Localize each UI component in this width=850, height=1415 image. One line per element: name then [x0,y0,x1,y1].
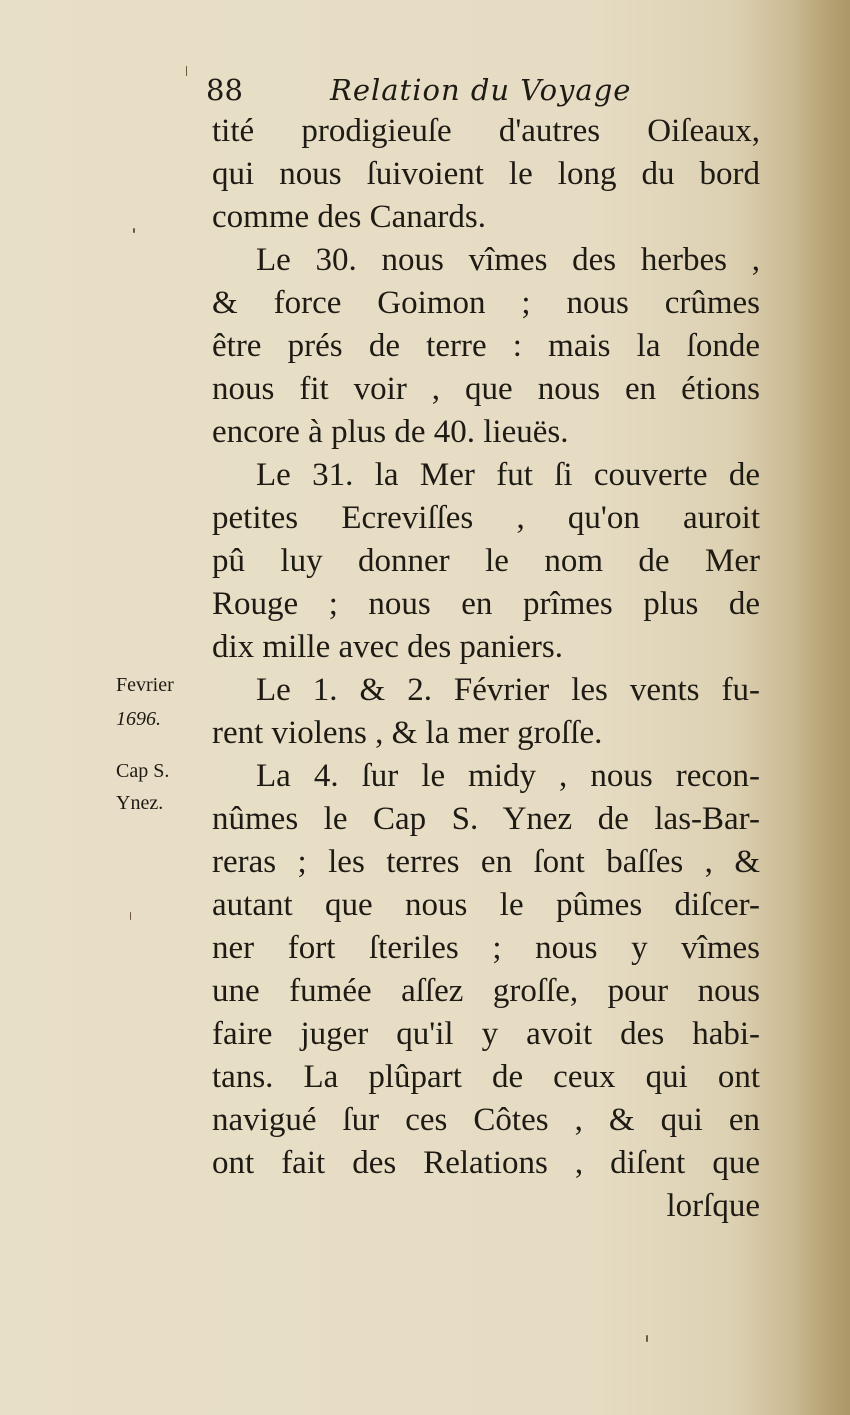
margin-note-month: Fevrier [116,674,174,696]
text-line: faire juger qu'il y avoit des habi- [212,1016,760,1052]
text-line: Le 1. & 2. Février les vents fu- [256,672,760,708]
text-line: ont fait des Relations , diſent que [212,1145,760,1181]
page-edge-shadow [790,0,850,1415]
text-line: tans. La plûpart de ceux qui ont [212,1059,760,1095]
text-line: Le 30. nous vîmes des herbes , [256,242,760,278]
margin-note-cape: Cap S. [116,760,170,782]
text-line: dix mille avec des paniers. [212,629,563,665]
text-line: navigué ſur ces Côtes , & qui en [212,1102,760,1138]
text-line: pû luy donner le nom de Mer [212,543,760,579]
text-line: une fumée aſſez groſſe, pour nous [212,973,760,1009]
ink-speck [186,66,187,76]
text-line: être prés de terre : mais la ſonde [212,328,760,364]
running-head [206,70,646,110]
text-line: reras ; les terres en ſont baſſes , & [212,844,760,880]
margin-note-cape-name: Ynez. [116,792,164,814]
text-line: La 4. ſur le midy , nous recon- [256,758,760,794]
text-line: comme des Canards. [212,199,487,235]
text-line: ner fort ſteriles ; nous y vîmes [212,930,760,966]
text-line: encore à plus de 40. lieuës. [212,414,569,450]
text-line: qui nous ſuivoient le long du bord [212,156,760,192]
text-line: Rouge ; nous en prîmes plus de [212,586,760,622]
ink-speck [646,1335,648,1342]
text-line: Le 31. la Mer fut ſi couverte de [256,457,760,493]
text-line: & force Goimon ; nous crûmes [212,285,760,321]
text-line: rent violens , & la mer groſſe. [212,715,603,751]
text-line: autant que nous le pûmes diſcer- [212,887,760,923]
running-head-title: Relation du Voyage [330,73,632,107]
text-line: petites Ecreviſſes , qu'on auroit [212,500,760,536]
text-line: nous fit voir , que nous en étions [212,371,760,407]
catchword: lorſque [666,1188,760,1224]
text-line: nûmes le Cap S. Ynez de las-Bar- [212,801,760,837]
text-line: tité prodigieuſe d'autres Oiſeaux, [212,113,760,149]
page-number: 88 [206,73,243,107]
margin-note-year: 1696. [116,708,161,730]
ink-speck [130,912,131,920]
ink-speck [133,228,135,233]
